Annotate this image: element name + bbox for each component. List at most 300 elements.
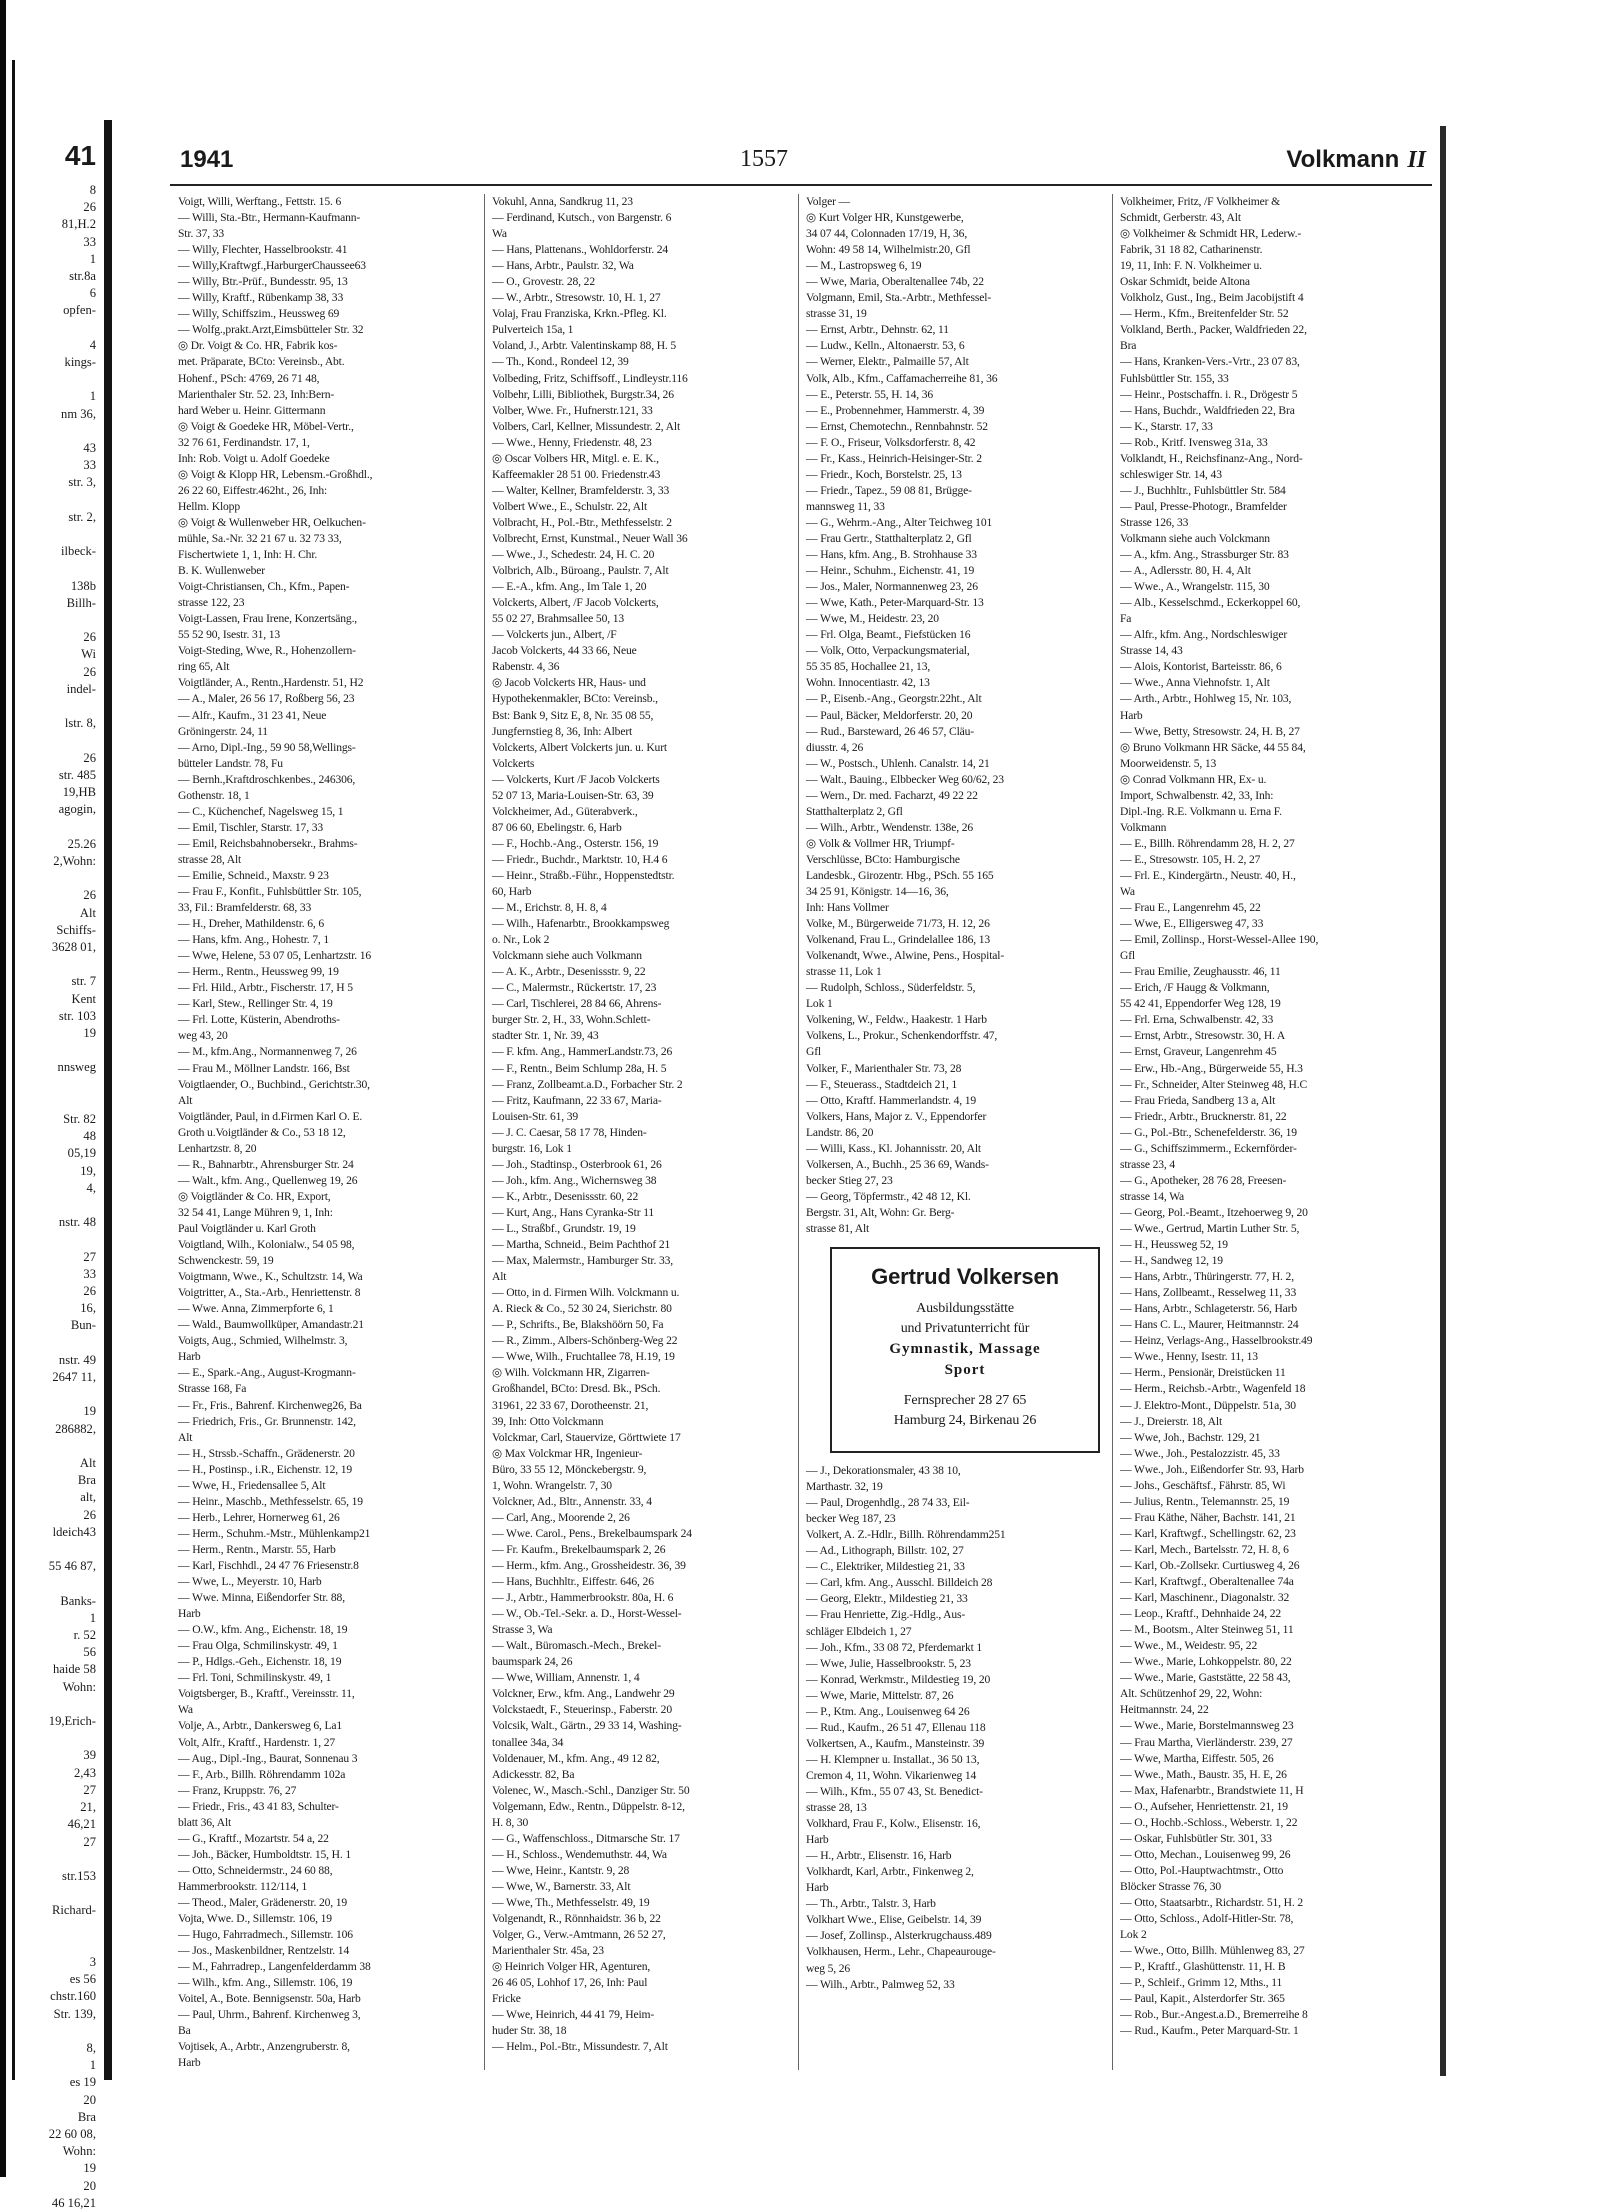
directory-entry: — G., Waffenschloss., Ditmarsche Str. 17 xyxy=(492,1831,680,1845)
previous-page-text xyxy=(18,1231,100,1248)
directory-entry: — Franz, Zollbeamt.a.D., Forbacher Str. 2 xyxy=(492,1077,683,1091)
directory-entry: ◎ Volkheimer & Schmidt HR, Lederw.- xyxy=(1120,227,1302,241)
previous-page-text: Str. 82 xyxy=(63,1111,96,1126)
previous-page-text: 1 xyxy=(89,1610,96,1625)
directory-entry: ring 65, Alt xyxy=(178,660,230,674)
previous-page-text: 33 xyxy=(83,458,96,473)
directory-entry: ◎ Conrad Volkmann HR, Ex- u. xyxy=(1120,772,1267,786)
directory-entry: strasse 14, Wa xyxy=(1120,1189,1185,1203)
previous-page-text: 2,43 xyxy=(73,1765,96,1780)
previous-page-text: 26 xyxy=(83,630,96,645)
directory-entry: Volckner, Erw., kfm. Ang., Landwehr 29 xyxy=(492,1687,675,1701)
directory-entry: Heitmannstr. 24, 22 xyxy=(1120,1703,1209,1717)
previous-page-text: 138b xyxy=(70,578,96,593)
previous-page-text: 3 xyxy=(89,1954,96,1969)
directory-entry: — Carl, Tischlerei, 28 84 66, Ahrens- xyxy=(492,997,662,1011)
directory-entry: — Wald., Baumwollküper, Amandastr.21 xyxy=(178,1318,364,1332)
directory-entry: B. K. Wullenweber xyxy=(178,564,265,578)
directory-entry: Volkers, Hans, Major z. V., Eppendorfer xyxy=(806,1109,987,1123)
directory-entry: — Wwe., Otto, Billh. Mühlenweg 83, 27 xyxy=(1120,1944,1305,1958)
directory-entry: Harb xyxy=(1120,708,1143,722)
directory-entry: o. Nr., Lok 2 xyxy=(492,933,550,947)
previous-page-text: 16, xyxy=(80,1301,96,1316)
directory-entry: — Herm., Pensionär, Dreistücken 11 xyxy=(1120,1366,1286,1380)
directory-entry: Voigtsberger, B., Kraftf., Vereinsstr. 11, xyxy=(178,1687,355,1701)
directory-entry: Strasse 126, 33 xyxy=(1120,515,1189,529)
previous-page-text: str.153 xyxy=(62,1868,96,1883)
directory-entry: — Wwe., A., Wrangelstr. 115, 30 xyxy=(1120,580,1270,594)
directory-entry: — Hans, Zollbeamt., Resselweg 11, 33 xyxy=(1120,1286,1297,1300)
directory-entry: — Ernst, Arbtr., Dehnstr. 62, 11 xyxy=(806,323,949,337)
previous-page-text xyxy=(18,2023,100,2040)
directory-entry: Adickesstr. 82, Ba xyxy=(492,1767,575,1781)
previous-page-text: Bra xyxy=(77,1473,96,1488)
directory-entry: Bst: Bank 9, Sitz E, 8, Nr. 35 08 55, xyxy=(492,708,654,722)
directory-entry: — E., Probennehmer, Hammerstr. 4, 39 xyxy=(806,403,985,417)
directory-entry: — Wwe, Martha, Eiffestr. 505, 26 xyxy=(1120,1751,1274,1765)
directory-entry: — Max, Hafenarbtr., Brandstwiete 11, H xyxy=(1120,1783,1304,1797)
previous-page-text: str. 103 xyxy=(58,1008,96,1023)
directory-entry: — H., Schloss., Wendemuthstr. 44, Wa xyxy=(492,1847,667,1861)
directory-entry: diusstr. 4, 26 xyxy=(806,740,864,754)
directory-entry: strasse 122, 23 xyxy=(178,596,245,610)
previous-page-text: nnsweg xyxy=(57,1060,96,1075)
directory-entry: — Jos., Maskenbildner, Rentzelstr. 14 xyxy=(178,1944,350,1958)
directory-entry: — Wwe, Heinr., Kantstr. 9, 28 xyxy=(492,1863,630,1877)
directory-entry: — W., Arbtr., Stresowstr. 10, H. 1, 27 xyxy=(492,291,661,305)
directory-entry: — W., Postsch., Uhlenh. Canalstr. 14, 21 xyxy=(806,756,990,770)
directory-entry: — Volckerts, Kurt /F Jacob Volckerts xyxy=(492,772,660,786)
directory-entry: — M., Lastropsweg 6, 19 xyxy=(806,259,922,273)
previous-page-text xyxy=(18,1077,100,1094)
directory-entry: — Karl, Kraftwgf., Oberaltenallee 74a xyxy=(1120,1575,1294,1589)
directory-entry: — Fritz, Kaufmann, 22 33 67, Maria- xyxy=(492,1093,662,1107)
directory-entry: — Wilh., kfm. Ang., Sillemstr. 106, 19 xyxy=(178,1976,353,1990)
previous-page-text: 20 xyxy=(83,2092,96,2107)
directory-entry: Volcsik, Walt., Gärtn., 29 33 14, Washing- xyxy=(492,1719,682,1733)
directory-entry: — Wwe., Joh., Eißendorfer Str. 93, Harb xyxy=(1120,1462,1304,1476)
directory-entry: — K., Arbtr., Desenissstr. 60, 22 xyxy=(492,1189,639,1203)
directory-entry: — Rudolph, Schloss., Süderfeldstr. 5, xyxy=(806,981,976,995)
directory-entry: — F. O., Friseur, Volksdorferstr. 8, 42 xyxy=(806,435,976,449)
directory-entry: — H., Arbtr., Elisenstr. 16, Harb xyxy=(806,1849,952,1863)
directory-entry: — Rud., Kaufm., Peter Marquard-Str. 1 xyxy=(1120,2024,1299,2038)
previous-page-text: 46,21 xyxy=(67,1817,96,1832)
directory-entry: — Hans C. L., Maurer, Heitmannstr. 24 xyxy=(1120,1318,1299,1332)
directory-entry: — Erich, /F Haugg & Volkmann, xyxy=(1120,981,1270,995)
previous-page-text: 55 46 87, xyxy=(48,1559,96,1574)
previous-page-text xyxy=(18,870,100,887)
directory-entry: Voigt, Willi, Werftang., Fettstr. 15. 6 xyxy=(178,195,342,208)
directory-entry: strasse 81, Alt xyxy=(806,1222,870,1235)
previous-page-text: Str. 139, xyxy=(53,2006,96,2021)
page-header xyxy=(170,140,1432,186)
directory-entry: ◎ Voigt & Wullenweber HR, Oelkuchen- xyxy=(178,515,366,529)
directory-entry: Volckstaedt, F., Steuerinsp., Faberstr. 20 xyxy=(492,1703,672,1717)
directory-entry: — H., Strssb.-Schaffn., Grädenerstr. 20 xyxy=(178,1446,355,1460)
previous-page-text xyxy=(18,320,100,337)
directory-entry: Voigtländer, Paul, in d.Firmen Karl O. E. xyxy=(178,1109,363,1123)
directory-entry: — J., Buchhltr., Fuhlsbüttler Str. 584 xyxy=(1120,483,1286,497)
directory-entry: — Wwe, E., Elligersweg 47, 33 xyxy=(1120,917,1264,931)
directory-entry: — Martha, Schneid., Beim Pachthof 21 xyxy=(492,1238,671,1252)
directory-entry: — E., Billh. Röhrendamm 28, H. 2, 27 xyxy=(1120,836,1295,850)
directory-entry: — Ernst, Arbtr., Stresowstr. 30, H. A xyxy=(1120,1029,1286,1043)
directory-entry: Volaj, Frau Franziska, Krkn.-Pfleg. Kl. xyxy=(492,307,667,321)
surname-heading: Volkmann xyxy=(1286,146,1400,173)
previous-page-text: ldeich43 xyxy=(52,1524,96,1539)
directory-entry: — Heinr., Straßb.-Führ., Hoppenstedtstr. xyxy=(492,868,675,882)
directory-entry: Lok 1 xyxy=(806,997,833,1011)
previous-page-text: agogin, xyxy=(58,802,96,817)
directory-entry: Volgemann, Edw., Rentn., Düppelstr. 8-12, xyxy=(492,1799,685,1813)
previous-page-text xyxy=(18,1541,100,1558)
directory-entry: burgstr. 16, Lok 1 xyxy=(492,1141,572,1155)
directory-entry: — Wwe., Marie, Lohkoppelstr. 80, 22 xyxy=(1120,1655,1292,1669)
previous-page-text: 1 xyxy=(89,2058,96,2073)
directory-entry: — E., Spark.-Ang., August-Krogmann- xyxy=(178,1366,356,1380)
directory-entry: — Hans, kfm. Ang., B. Strohhause 33 xyxy=(806,548,977,562)
directory-entry: 26 22 60, Eiffestr.462ht., 26, Inh: xyxy=(178,483,328,497)
directory-entry: — Wwe, Julie, Hasselbrookstr. 5, 23 xyxy=(806,1656,971,1670)
directory-entry: — Wwe., J., Schedestr. 24, H. C. 20 xyxy=(492,548,655,562)
directory-entry: — H., Dreher, Mathildenstr. 6, 6 xyxy=(178,917,325,931)
previous-page-text: 19,HB xyxy=(62,785,96,800)
directory-entry: Jungfernstieg 8, 36, Inh: Albert xyxy=(492,724,633,738)
previous-page-text xyxy=(18,733,100,750)
directory-entry: 19, 11, Inh: F. N. Volkheimer u. xyxy=(1120,259,1262,273)
directory-entry: — K., Starstr. 17, 33 xyxy=(1120,419,1213,433)
directory-entry: — M., Erichstr. 8, H. 8, 4 xyxy=(492,901,607,915)
directory-entry: — O.W., kfm. Ang., Eichenstr. 18, 19 xyxy=(178,1623,348,1637)
directory-entry: — H. Klempner u. Installat., 36 50 13, xyxy=(806,1752,980,1766)
directory-entry: strasse 28, Alt xyxy=(178,852,242,866)
directory-entry: — Wwe., Marie, Gaststätte, 22 58 43, xyxy=(1120,1671,1291,1685)
directory-entry: becker Stieg 27, 23 xyxy=(806,1173,893,1187)
directory-entry: — A. K., Arbtr., Desenissstr. 9, 22 xyxy=(492,965,646,979)
directory-entry: Voldenauer, M., kfm. Ang., 49 12 82, xyxy=(492,1751,660,1765)
previous-page-text: 8, xyxy=(86,2040,96,2055)
directory-entry: — O., Hochb.-Schloss., Weberstr. 1, 22 xyxy=(1120,1815,1298,1829)
directory-entry: — Wwe, Helene, 53 07 05, Lenhartzstr. 16 xyxy=(178,949,372,963)
directory-entry: — Frau Olga, Schmilinskystr. 49, 1 xyxy=(178,1639,338,1653)
previous-page-text xyxy=(18,698,100,715)
directory-entry: — H., Heussweg 52, 19 xyxy=(1120,1238,1228,1252)
previous-page-text: Kent xyxy=(71,991,96,1006)
directory-entry: Cremon 4, 11, Wohn. Vikarienweg 14 xyxy=(806,1768,977,1782)
directory-entry: — Ernst, Chemotechn., Rennbahnstr. 52 xyxy=(806,419,988,433)
directory-entry: — Ad., Lithograph, Billstr. 102, 27 xyxy=(806,1544,964,1558)
directory-entry: — Wwe, Joh., Bachstr. 129, 21 xyxy=(1120,1430,1261,1444)
directory-entry: Volkersen, A., Buchh., 25 36 69, Wands- xyxy=(806,1157,989,1171)
directory-entry: Marienthaler Str. 52. 23, Inh:Bern- xyxy=(178,387,335,401)
directory-entry: — Emil, Reichsbahnobersekr., Brahms- xyxy=(178,836,358,850)
directory-entry: — P., Kraftf., Glashüttenstr. 11, H. B xyxy=(1120,1960,1286,1974)
previous-page-text: 33 xyxy=(83,1266,96,1281)
directory-entry: Strasse 3, Wa xyxy=(492,1623,553,1637)
directory-entry: Vojta, Wwe. D., Sillemstr. 106, 19 xyxy=(178,1912,332,1926)
directory-entry: — Rud., Kaufm., 26 51 47, Ellenau 118 xyxy=(806,1720,986,1734)
directory-entry: Volger — xyxy=(806,195,850,208)
directory-entry: — J. C. Caesar, 58 17 78, Hinden- xyxy=(492,1125,647,1139)
directory-entry: — Arno, Dipl.-Ing., 59 90 58,Wellings- xyxy=(178,740,356,754)
directory-entry: Volbehr, Lilli, Bibliothek, Burgstr.34, 26 xyxy=(492,387,674,401)
directory-entry: — Oskar, Fuhlsbütler Str. 301, 33 xyxy=(1120,1831,1272,1845)
directory-entry: Hohenf., PSch: 4769, 26 71 48, xyxy=(178,371,320,385)
directory-entry: tonallee 34a, 34 xyxy=(492,1735,564,1749)
directory-entry: — Wilh., Kfm., 55 07 43, St. Benedict- xyxy=(806,1784,983,1798)
directory-entry: — Frl. E., Kindergärtn., Neustr. 40, H., xyxy=(1120,868,1296,882)
previous-page-text: 33 xyxy=(83,234,96,249)
directory-entry: Volkmann xyxy=(1120,820,1167,834)
column-3 xyxy=(806,194,1106,2070)
directory-entry: Volgmann, Emil, Sta.-Arbtr., Methfessel- xyxy=(806,291,992,305)
directory-entry: Volkert, A. Z.-Hdlr., Billh. Röhrendamm251 xyxy=(806,1528,1006,1542)
previous-page-text xyxy=(18,1094,100,1111)
previous-page-text: 286882, xyxy=(55,1421,96,1436)
directory-entry: — Wwe., Henny, Friedenstr. 48, 23 xyxy=(492,435,652,449)
previous-page-text: nstr. 49 xyxy=(58,1352,96,1367)
directory-entry: Harb xyxy=(178,2056,201,2070)
directory-entry: 55 42 41, Eppendorfer Weg 128, 19 xyxy=(1120,997,1281,1011)
previous-page-text: 26 xyxy=(83,1284,96,1298)
directory-entry: bütteler Landstr. 78, Fu xyxy=(178,756,283,770)
previous-page-text: str. 3, xyxy=(68,475,96,490)
previous-page-text xyxy=(18,1197,100,1214)
directory-entry: Volkenand, Frau L., Grindelallee 186, 13 xyxy=(806,933,991,947)
previous-page-text: Wi xyxy=(81,647,96,662)
previous-page-text: 05,19 xyxy=(67,1146,96,1161)
previous-page-text: Alt xyxy=(79,905,96,920)
previous-page-text: Bun- xyxy=(70,1318,96,1333)
directory-entry: — Georg, Töpfermstr., 42 48 12, Kl. xyxy=(806,1189,971,1203)
directory-entry: Volkertsen, A., Kaufm., Mansteinstr. 39 xyxy=(806,1736,985,1750)
directory-entry: — Georg, Elektr., Mildestieg 21, 33 xyxy=(806,1592,968,1606)
directory-entry: — J., Arbtr., Hammerbrookstr. 80a, H. 6 xyxy=(492,1591,674,1605)
directory-entry: — G., Pol.-Btr., Schenefelderstr. 36, 19 xyxy=(1120,1125,1297,1139)
directory-entry: — Otto, Schloss., Adolf-Hitler-Str. 78, xyxy=(1120,1912,1294,1926)
previous-page-text: 81,H.2 xyxy=(61,217,96,232)
directory-entry: — Wwe., Marie, Borstelmannsweg 23 xyxy=(1120,1719,1294,1733)
directory-entry: Volkheimer, Fritz, /F Volkheimer & xyxy=(1120,195,1280,208)
directory-entry: — F., Arb., Billh. Röhrendamm 102a xyxy=(178,1767,346,1781)
directory-entry: — Rud., Barsteward, 26 46 57, Cläu- xyxy=(806,724,974,738)
directory-entry: — Fr., Schneider, Alter Steinweg 48, H.C xyxy=(1120,1077,1308,1091)
directory-entry: Voigtritter, A., Sta.-Arb., Henriettenstr. 8 xyxy=(178,1286,361,1300)
previous-page-text: indel- xyxy=(66,681,96,696)
previous-page-text xyxy=(18,1730,100,1747)
directory-entry: Hammerbrookstr. 112/114, 1 xyxy=(178,1879,308,1893)
directory-entry: Volber, Wwe. Fr., Hufnerstr.121, 33 xyxy=(492,403,653,417)
columns xyxy=(170,194,1432,2070)
directory-entry: — Volk, Otto, Verpackungsmaterial, xyxy=(806,644,970,658)
previous-page-text: 3628 01, xyxy=(51,939,96,954)
directory-entry: — Fr., Kass., Heinrich-Heisinger-Str. 2 xyxy=(806,451,982,465)
directory-entry: — Wwe, Maria, Oberaltenallee 74b, 22 xyxy=(806,275,984,289)
directory-entry: Pulverteich 15a, 1 xyxy=(492,323,574,337)
directory-entry: — Julius, Rentn., Telemannstr. 25, 19 xyxy=(1120,1494,1290,1508)
directory-page xyxy=(170,140,1432,2070)
directory-entry: — Frl. Hild., Arbtr., Fischerstr. 17, H 5 xyxy=(178,981,353,995)
directory-entry: — Rob., Kritf. Ivensweg 31a, 33 xyxy=(1120,435,1268,449)
directory-entry: — Emil, Tischler, Starstr. 17, 33 xyxy=(178,820,323,834)
page-title xyxy=(1286,146,1426,174)
directory-entry: schläger Elbdeich 1, 27 xyxy=(806,1624,912,1638)
previous-page-text xyxy=(18,526,100,543)
directory-entry: — Carl, Ang., Moorende 2, 26 xyxy=(492,1510,630,1524)
previous-page-text: 19 xyxy=(83,2161,96,2176)
previous-page-text: 8 xyxy=(89,183,96,197)
directory-entry: Schwenckestr. 59, 19 xyxy=(178,1254,274,1268)
directory-entry: Alt xyxy=(178,1093,193,1107)
directory-entry: Hypothekenmakler, BCto: Vereinsb., xyxy=(492,692,658,706)
directory-entry: — Herm., Rentn., Heussweg 99, 19 xyxy=(178,965,339,979)
directory-entry: Volje, A., Arbtr., Dankersweg 6, La1 xyxy=(178,1719,343,1733)
directory-entry: Voigtlaender, O., Buchbind., Gerichtstr.30, xyxy=(178,1077,370,1091)
directory-entry: Alt. Schützenhof 29, 22, Wohn: xyxy=(1120,1687,1263,1701)
directory-entry: — Konrad, Werkmstr., Mildestieg 19, 20 xyxy=(806,1672,991,1686)
directory-entry: — Wwe, Wilh., Fruchtallee 78, H.19, 19 xyxy=(492,1350,675,1364)
previous-page-text: haide 58 xyxy=(52,1662,96,1677)
directory-entry: Voigt-Christiansen, Ch., Kfm., Papen- xyxy=(178,580,350,594)
previous-page-text: r. 52 xyxy=(73,1628,96,1643)
directory-entry: — Friedr., Tapez., 59 08 81, Brügge- xyxy=(806,483,972,497)
directory-entry: — Ferdinand, Kutsch., von Bargenstr. 6 xyxy=(492,211,672,225)
directory-entry: — Alfr., Kaufm., 31 23 41, Neue xyxy=(178,708,327,722)
directory-entry: — Th., Arbtr., Talstr. 3, Harb xyxy=(806,1897,936,1911)
directory-entry: — Wwe, Kath., Peter-Marquard-Str. 13 xyxy=(806,596,984,610)
directory-entry: Volkhart Wwe., Elise, Geibelstr. 14, 39 xyxy=(806,1913,982,1927)
directory-entry: Volkens, L., Prokur., Schenkendorffstr. 47, xyxy=(806,1029,998,1043)
book-gutter xyxy=(104,120,112,2080)
directory-entry: — Hans, Buchdr., Waldfrieden 22, Bra xyxy=(1120,403,1295,417)
directory-entry: baumspark 24, 26 xyxy=(492,1655,573,1669)
ad-line: Ausbildungsstätte xyxy=(916,1301,1014,1317)
directory-entry: Jacob Volckerts, 44 33 66, Neue xyxy=(492,644,637,658)
column-1 xyxy=(178,194,478,2070)
directory-entry: — Frau F., Konfit., Fuhlsbüttler Str. 105, xyxy=(178,885,362,899)
directory-entry: Fischertwiete 1, 1, Inh: H. Chr. xyxy=(178,548,318,562)
previous-page-text: 2647 11, xyxy=(52,1370,96,1385)
directory-entry: Marthastr. 32, 19 xyxy=(806,1480,883,1494)
directory-entry: ◎ Volk & Vollmer HR, Triumpf- xyxy=(806,836,955,850)
directory-entry: — Heinr., Postschaffn. i. R., Drögestr 5 xyxy=(1120,387,1298,401)
previous-page-text: str.8a xyxy=(69,269,96,284)
directory-entry: Volt, Alfr., Kraftf., Hardenstr. 1, 27 xyxy=(178,1735,336,1749)
directory-entry: Volbrich, Alb., Büroang., Paulstr. 7, Alt xyxy=(492,564,669,578)
previous-page-text: 26 xyxy=(83,888,96,903)
directory-entry: — A., Adlersstr. 80, H. 4, Alt xyxy=(1120,564,1251,578)
previous-page-text: 27 xyxy=(83,1782,96,1797)
directory-entry: — Joh., Kfm., 33 08 72, Pferdemarkt 1 xyxy=(806,1640,983,1654)
directory-entry: — Rob., Bur.-Angest.a.D., Bremerreihe 8 xyxy=(1120,2008,1308,2022)
directory-entry: ◎ Heinrich Volger HR, Agenturen, xyxy=(492,1960,651,1974)
directory-entry: — Volckerts jun., Albert, /F xyxy=(492,628,617,642)
directory-entry: — Frau Frieda, Sandberg 13 a, Alt xyxy=(1120,1093,1276,1107)
directory-entry: — Frl. Toni, Schmilinskystr. 49, 1 xyxy=(178,1671,332,1685)
directory-entry: — Hans, Arbtr., Paulstr. 32, Wa xyxy=(492,259,634,273)
directory-entry: Str. 37, 33 xyxy=(178,227,225,241)
directory-entry: — Herb., Lehrer, Hornerweg 61, 26 xyxy=(178,1510,340,1524)
directory-entry: Volckerts, Albert Volckerts jun. u. Kurt xyxy=(492,740,667,754)
directory-entry: — Otto, Pol.-Hauptwachtmstr., Otto xyxy=(1120,1863,1284,1877)
previous-page-text xyxy=(18,1696,100,1713)
directory-entry: — Otto, Staatsarbtr., Richardstr. 51, H. 2 xyxy=(1120,1895,1304,1909)
previous-page-text: 6 xyxy=(89,286,96,301)
directory-entry: Volger, G., Verw.-Amtmann, 26 52 27, xyxy=(492,1928,666,1942)
directory-entry: — J. Elektro-Mont., Düppelstr. 51a, 30 xyxy=(1120,1398,1296,1412)
directory-entry: Volenec, W., Masch.-Schl., Danziger Str. 50 xyxy=(492,1783,690,1797)
directory-entry: Volker, F., Marienthaler Str. 73, 28 xyxy=(806,1061,962,1075)
directory-entry: — Carl, kfm. Ang., Ausschl. Billdeich 28 xyxy=(806,1576,993,1590)
directory-entry: ◎ Wilh. Volckmann HR, Zigarren- xyxy=(492,1366,650,1380)
directory-entry: — Herm., kfm. Ang., Grossheidestr. 36, 39 xyxy=(492,1558,686,1572)
directory-entry: Voigt-Steding, Wwe, R., Hohenzollern- xyxy=(178,644,356,658)
directory-entry: Volkening, W., Feldw., Haakestr. 1 Harb xyxy=(806,1013,987,1027)
directory-entry: — Fr., Fris., Bahrenf. Kirchenweg26, Ba xyxy=(178,1398,362,1412)
directory-entry: — Werner, Elektr., Palmaille 57, Alt xyxy=(806,355,969,369)
directory-entry: Alt xyxy=(178,1430,193,1444)
directory-entry: — M., Bootsm., Alter Steinweg 51, 11 xyxy=(1120,1623,1294,1637)
directory-entry: Groth u.Voigtländer & Co., 53 18 12, xyxy=(178,1125,346,1139)
scan-edge-right xyxy=(1440,126,1446,2076)
directory-entry: Volckner, Ad., Bltr., Annenstr. 33, 4 xyxy=(492,1494,652,1508)
previous-page-text xyxy=(18,1042,100,1059)
directory-entry: Wa xyxy=(178,1703,193,1717)
directory-entry: Inh: Hans Vollmer xyxy=(806,901,889,915)
directory-entry: blatt 36, Alt xyxy=(178,1815,232,1829)
directory-entry: — Johs., Geschäftsf., Fährstr. 85, Wi xyxy=(1120,1478,1286,1492)
directory-entry: — Josef, Zollinsp., Alsterkrugchauss.489 xyxy=(806,1929,992,1943)
directory-entry: Volbrecht, Ernst, Kunstmal., Neuer Wall 36 xyxy=(492,531,688,545)
directory-entry: A. Rieck & Co., 52 30 24, Sierichstr. 80 xyxy=(492,1302,672,1316)
column-4 xyxy=(1120,194,1420,2070)
previous-page-text: es 19 xyxy=(69,2075,96,2090)
previous-page-text: opfen- xyxy=(63,303,96,318)
previous-page-text xyxy=(18,371,100,388)
previous-page-text: 2,Wohn: xyxy=(53,853,96,868)
directory-entry: — Willy, Btr.-Prüf., Bundesstr. 95, 13 xyxy=(178,275,348,289)
directory-entry: — Herm., Schuhm.-Mstr., Mühlenkamp21 xyxy=(178,1526,371,1540)
previous-page-text: Billh- xyxy=(66,595,96,610)
directory-entry: — Walt., kfm. Ang., Quellenweg 19, 26 xyxy=(178,1173,358,1187)
advertisement-box xyxy=(830,1247,1100,1453)
directory-entry: Gröningerstr. 24, 11 xyxy=(178,724,268,738)
directory-entry: — Karl, Kraftwgf., Schellingstr. 62, 23 xyxy=(1120,1526,1296,1540)
previous-page-number: 41 xyxy=(64,140,96,171)
directory-entry: — Aug., Dipl.-Ing., Baurat, Sonnenau 3 xyxy=(178,1751,358,1765)
directory-entry: — F. kfm. Ang., HammerLandstr.73, 26 xyxy=(492,1045,673,1059)
directory-entry: — Hans, Arbtr., Thüringerstr. 77, H. 2, xyxy=(1120,1270,1294,1284)
previous-page-text xyxy=(18,1438,100,1455)
previous-page-text: 21, xyxy=(80,1800,96,1815)
directory-entry: strasse 11, Lok 1 xyxy=(806,965,882,979)
directory-entry: — Frau E., Langenrehm 45, 22 xyxy=(1120,901,1261,915)
directory-entry: strasse 23, 4 xyxy=(1120,1157,1176,1171)
directory-entry: — Paul, Drogenhdlg., 28 74 33, Eil- xyxy=(806,1496,970,1510)
directory-entry: — Walt., Bauing., Elbbecker Weg 60/62, 23 xyxy=(806,772,1004,786)
directory-entry: — Wwe, William, Annenstr. 1, 4 xyxy=(492,1671,640,1685)
directory-entry: Blöcker Strasse 76, 30 xyxy=(1120,1879,1222,1893)
directory-entry: — Arth., Arbtr., Hohlweg 15, Nr. 103, xyxy=(1120,692,1292,706)
directory-entry: — Wwe, W., Barnerstr. 33, Alt xyxy=(492,1879,631,1893)
directory-entry: — Willy,Kraftwgf.,HarburgerChaussee63 xyxy=(178,259,366,273)
directory-entry: Wa xyxy=(492,227,507,241)
directory-entry: — Joh., Stadtinsp., Osterbrook 61, 26 xyxy=(492,1157,662,1171)
directory-entry: — Joh., kfm. Ang., Wichernsweg 38 xyxy=(492,1173,657,1187)
directory-entry: — P., Schrifts., Be, Blakshöörn 50, Fa xyxy=(492,1318,664,1332)
previous-page-text: lstr. 8, xyxy=(64,716,96,731)
